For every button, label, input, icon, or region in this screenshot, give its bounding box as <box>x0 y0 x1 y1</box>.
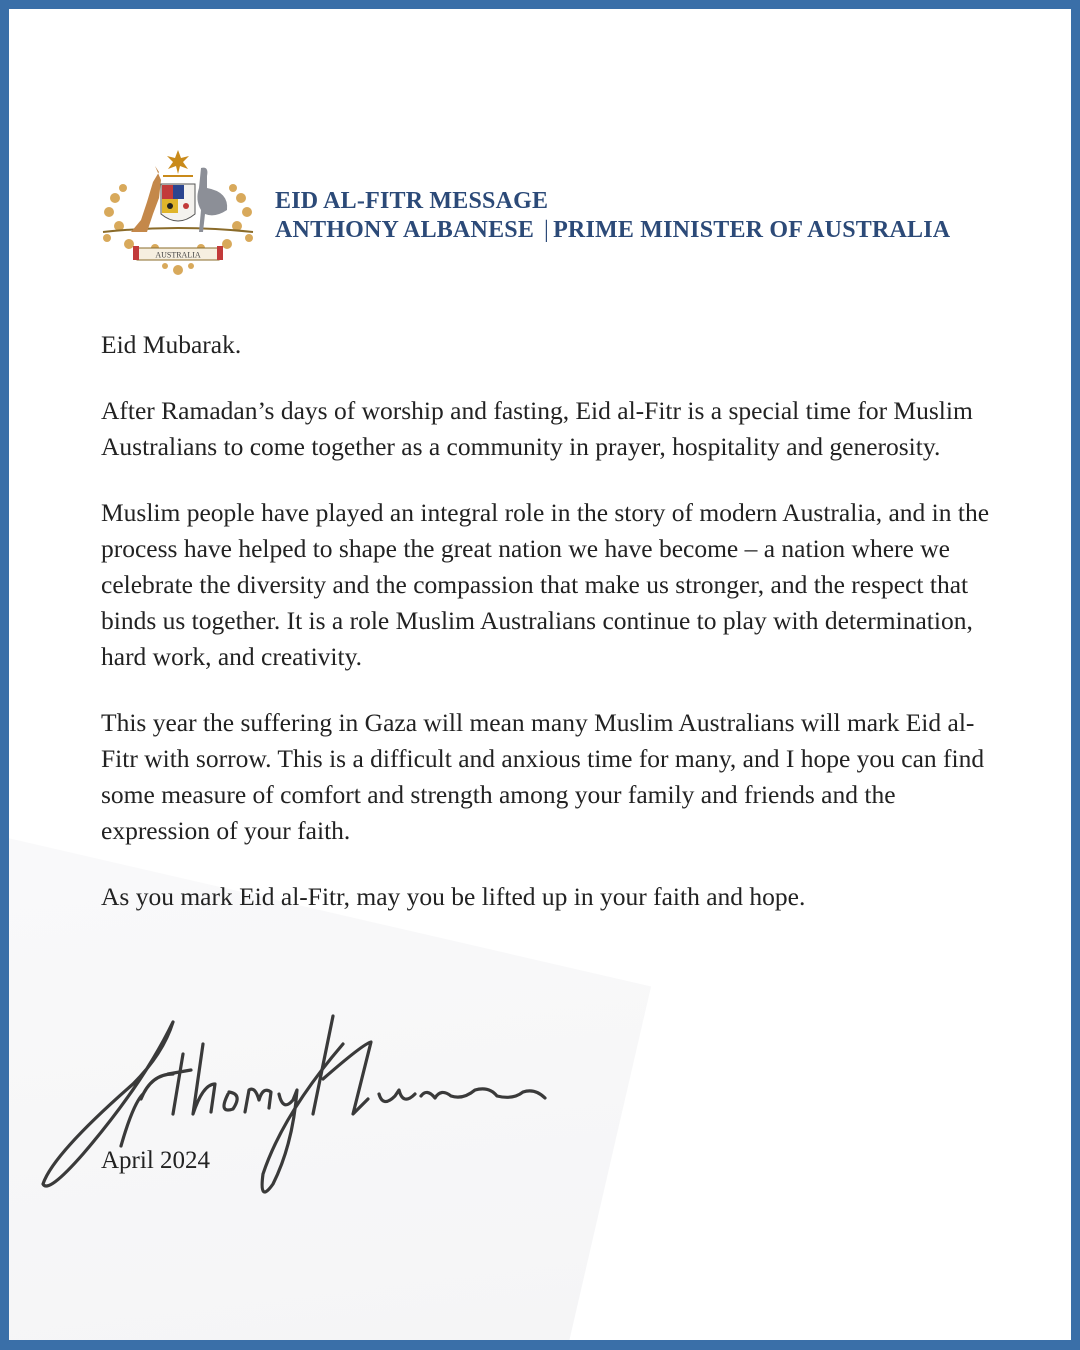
paragraph-closing: As you mark Eid al-Fitr, may you be lifted up in your faith and hope. <box>101 882 806 911</box>
paragraph-contribution: Muslim people have played an integral role in the story of modern Australia, and in the process have helped to shape the great nation we have become – a nation where we celebrate the diversity and the compassion that make us stronger, and the respect that binds us together. It is a role Muslim Australians continue to play with determination, hard work, and creativity. <box>101 498 990 671</box>
coat-of-arms-icon <box>95 148 261 278</box>
letter-date: April 2024 <box>101 1147 211 1174</box>
letter-body <box>101 327 1001 945</box>
letter-header <box>275 187 950 245</box>
paragraph-gaza: This year the suffering in Gaza will mean many Muslim Australians will mark Eid al-Fitr with sorrow. This is a difficult and anxious time for many, and I hope you can find some measure of comfort and strength among your family and friends and the expression of your faith. <box>101 708 985 845</box>
author-line <box>275 216 950 245</box>
message-title: EID AL-FITR MESSAGE <box>275 188 549 214</box>
greeting: Eid Mubarak. <box>101 330 242 359</box>
author-name: ANTHONY ALBANESE <box>275 217 535 243</box>
svg-text:AUSTRALIA: AUSTRALIA <box>155 250 201 260</box>
paragraph-ramadan: After Ramadan’s days of worship and fasting, Eid al-Fitr is a special time for Muslim Australians to come together as a community in prayer, hospitality and generosity. <box>101 396 973 461</box>
separator: | <box>544 217 550 243</box>
author-role: PRIME MINISTER OF AUSTRALIA <box>553 217 951 243</box>
letter-page <box>9 9 1071 1340</box>
